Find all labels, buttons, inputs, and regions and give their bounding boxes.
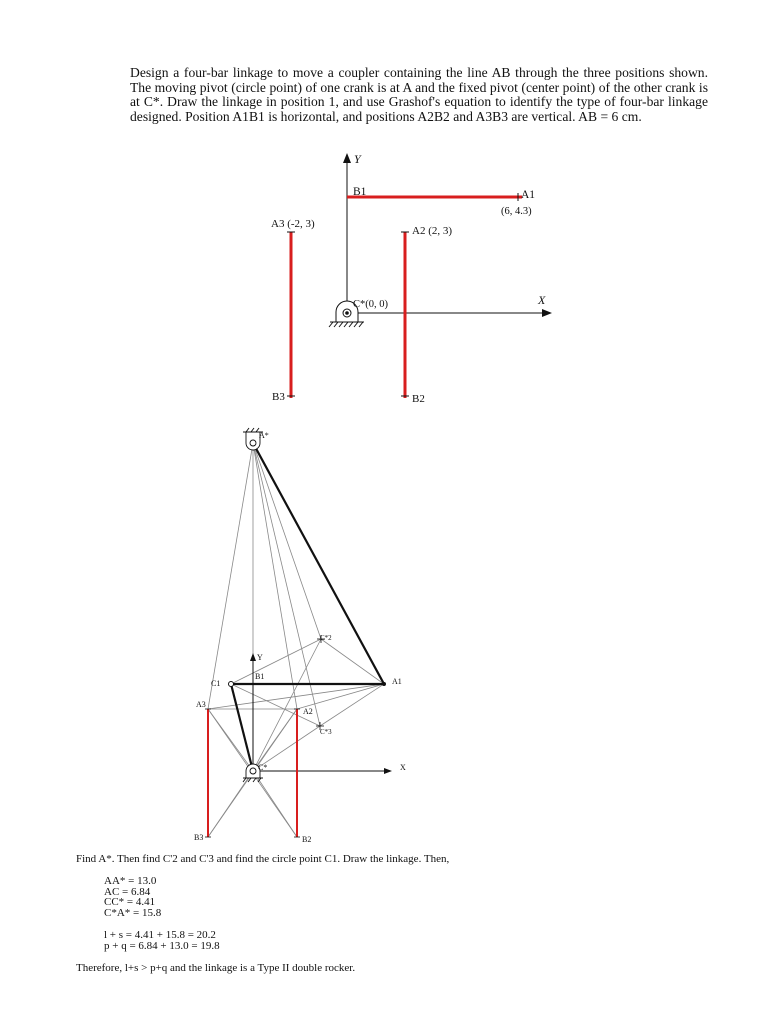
- grashof-p-plus-q: p + q = 6.84 + 13.0 = 19.8: [104, 939, 220, 952]
- label-b1: B1: [353, 186, 367, 198]
- fig2-label-astar: A*: [259, 431, 269, 440]
- equation-cstar-astar: C*A* = 15.8: [104, 906, 162, 919]
- fig2-x-axis-arrow: [384, 768, 392, 774]
- fig2-label-cstar: C*: [258, 763, 268, 772]
- equation-block: [104, 876, 161, 918]
- label-b2: B2: [412, 393, 425, 405]
- label-b3: B3: [272, 391, 285, 403]
- equation-ac: AC = 6.84: [104, 885, 151, 898]
- fig2-label-y: Y: [257, 653, 263, 662]
- fig2-label-c2: C*2: [320, 634, 332, 642]
- equation-cc-star: CC* = 4.41: [104, 896, 156, 908]
- label-a2: A2 (2, 3): [412, 225, 453, 237]
- fig2-label-b3: B3: [194, 833, 204, 842]
- fig2-label-a1: A1: [392, 677, 402, 686]
- joint-a1: [382, 682, 386, 686]
- grashof-block: [104, 930, 220, 951]
- fig2-y-axis-arrow: [250, 653, 256, 661]
- fig2-label-c3: C*3: [320, 728, 332, 736]
- fig2-label-b2: B2: [302, 835, 312, 844]
- fig2-label-a2: A2: [303, 707, 313, 716]
- y-axis-label: Y: [354, 152, 361, 166]
- grashof-l-plus-s: l + s = 4.41 + 15.8 = 20.2: [104, 929, 216, 941]
- fig2-label-c1: C1: [211, 679, 221, 688]
- label-a3: A3 (-2, 3): [271, 218, 315, 230]
- fig2-label-b1: B1: [255, 672, 265, 681]
- equation-aa-star: AA* = 13.0: [104, 875, 157, 887]
- x-axis-label: X: [538, 293, 546, 307]
- label-a1-coords: (6, 4.3): [501, 206, 532, 217]
- fig2-label-a3: A3: [196, 700, 206, 709]
- label-a1: A1: [521, 189, 536, 201]
- problem-statement: Design a four-bar linkage to move a coupler containing the line AB through the three positions shown. The moving pivot (circle point) of one crank is at A and the fixed pivot (center point) of the other crank is at C*. Draw the linkage in position 1, and use Grashof's equation to identify the type of four-bar linkage designed. Position A1B1 is horizontal, and positions A2B2 and A3B3 are vertical. AB = 6 cm.: [130, 65, 708, 124]
- solution-intro: Find A*. Then find C'2 and C'3 and find the circle point C1. Draw the linkage. Then,: [76, 853, 450, 865]
- label-cstar: C*(0, 0): [353, 299, 388, 310]
- solution-conclusion: Therefore, l+s > p+q and the linkage is a Type II double rocker.: [76, 962, 356, 974]
- fig2-label-x: X: [400, 763, 406, 772]
- joint-c1: [229, 682, 234, 687]
